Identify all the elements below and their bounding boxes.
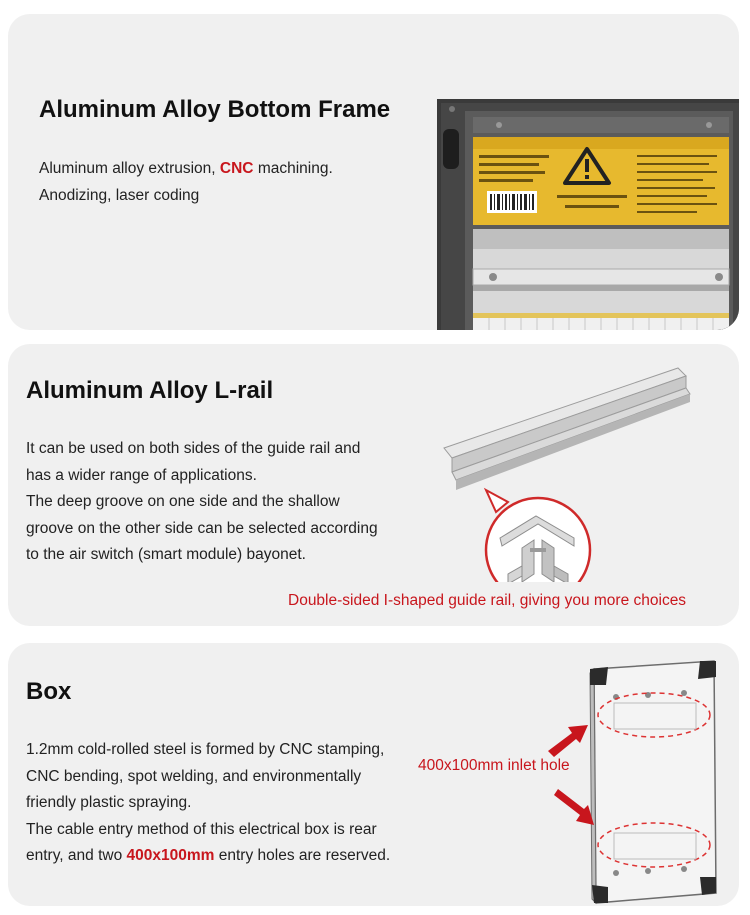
- box-section-card: [8, 643, 739, 906]
- highlight-text: 400x100mm: [126, 847, 215, 864]
- text-span: entry holes are reserved.: [214, 847, 391, 864]
- section-description: [39, 156, 333, 209]
- description-line: The deep groove on one side and the shallow: [26, 493, 340, 510]
- description-line: has a wider range of applications.: [26, 466, 257, 484]
- description-line: Anodizing, laser coding: [39, 186, 200, 204]
- section-title: Aluminum Alloy Bottom Frame: [39, 96, 391, 123]
- rail-section-card: [8, 344, 739, 626]
- section-description: [26, 737, 390, 870]
- arrow-icon: [554, 789, 594, 825]
- highlight-text: CNC: [219, 160, 254, 177]
- cabinet-frame-image: [437, 99, 739, 330]
- frame-section-card: [8, 14, 739, 330]
- inlet-hole-callout: 400x100mm inlet hole: [418, 757, 570, 774]
- din-rail-image: [438, 362, 738, 582]
- section-description: [26, 436, 378, 569]
- description-line: The cable entry method of this electrical box is rear: [26, 820, 377, 838]
- electrical-box-image: [544, 655, 736, 905]
- arrow-icon: [548, 725, 588, 757]
- description-line: groove on the other side can be selected according: [26, 519, 378, 537]
- description-line: 1.2mm cold-rolled steel is formed by CNC stamping,: [26, 741, 385, 758]
- text-span: entry, and two: [26, 847, 127, 864]
- text-span: Aluminum alloy extrusion,: [39, 160, 220, 177]
- section-title: Aluminum Alloy L-rail: [26, 377, 274, 404]
- section-title: Box: [26, 678, 72, 705]
- text-span: machining.: [253, 160, 333, 177]
- warning-label: [473, 137, 729, 225]
- description-line: [39, 156, 333, 183]
- description-line: [26, 843, 390, 870]
- description-line: It can be used on both sides of the guide rail and: [26, 440, 361, 457]
- rail-caption: Double-sided I-shaped guide rail, giving you more choices: [288, 592, 687, 609]
- description-line: CNC bending, spot welding, and environmentally: [26, 767, 362, 785]
- description-line: to the air switch (smart module) bayonet.: [26, 546, 306, 563]
- description-line: friendly plastic spraying.: [26, 794, 192, 811]
